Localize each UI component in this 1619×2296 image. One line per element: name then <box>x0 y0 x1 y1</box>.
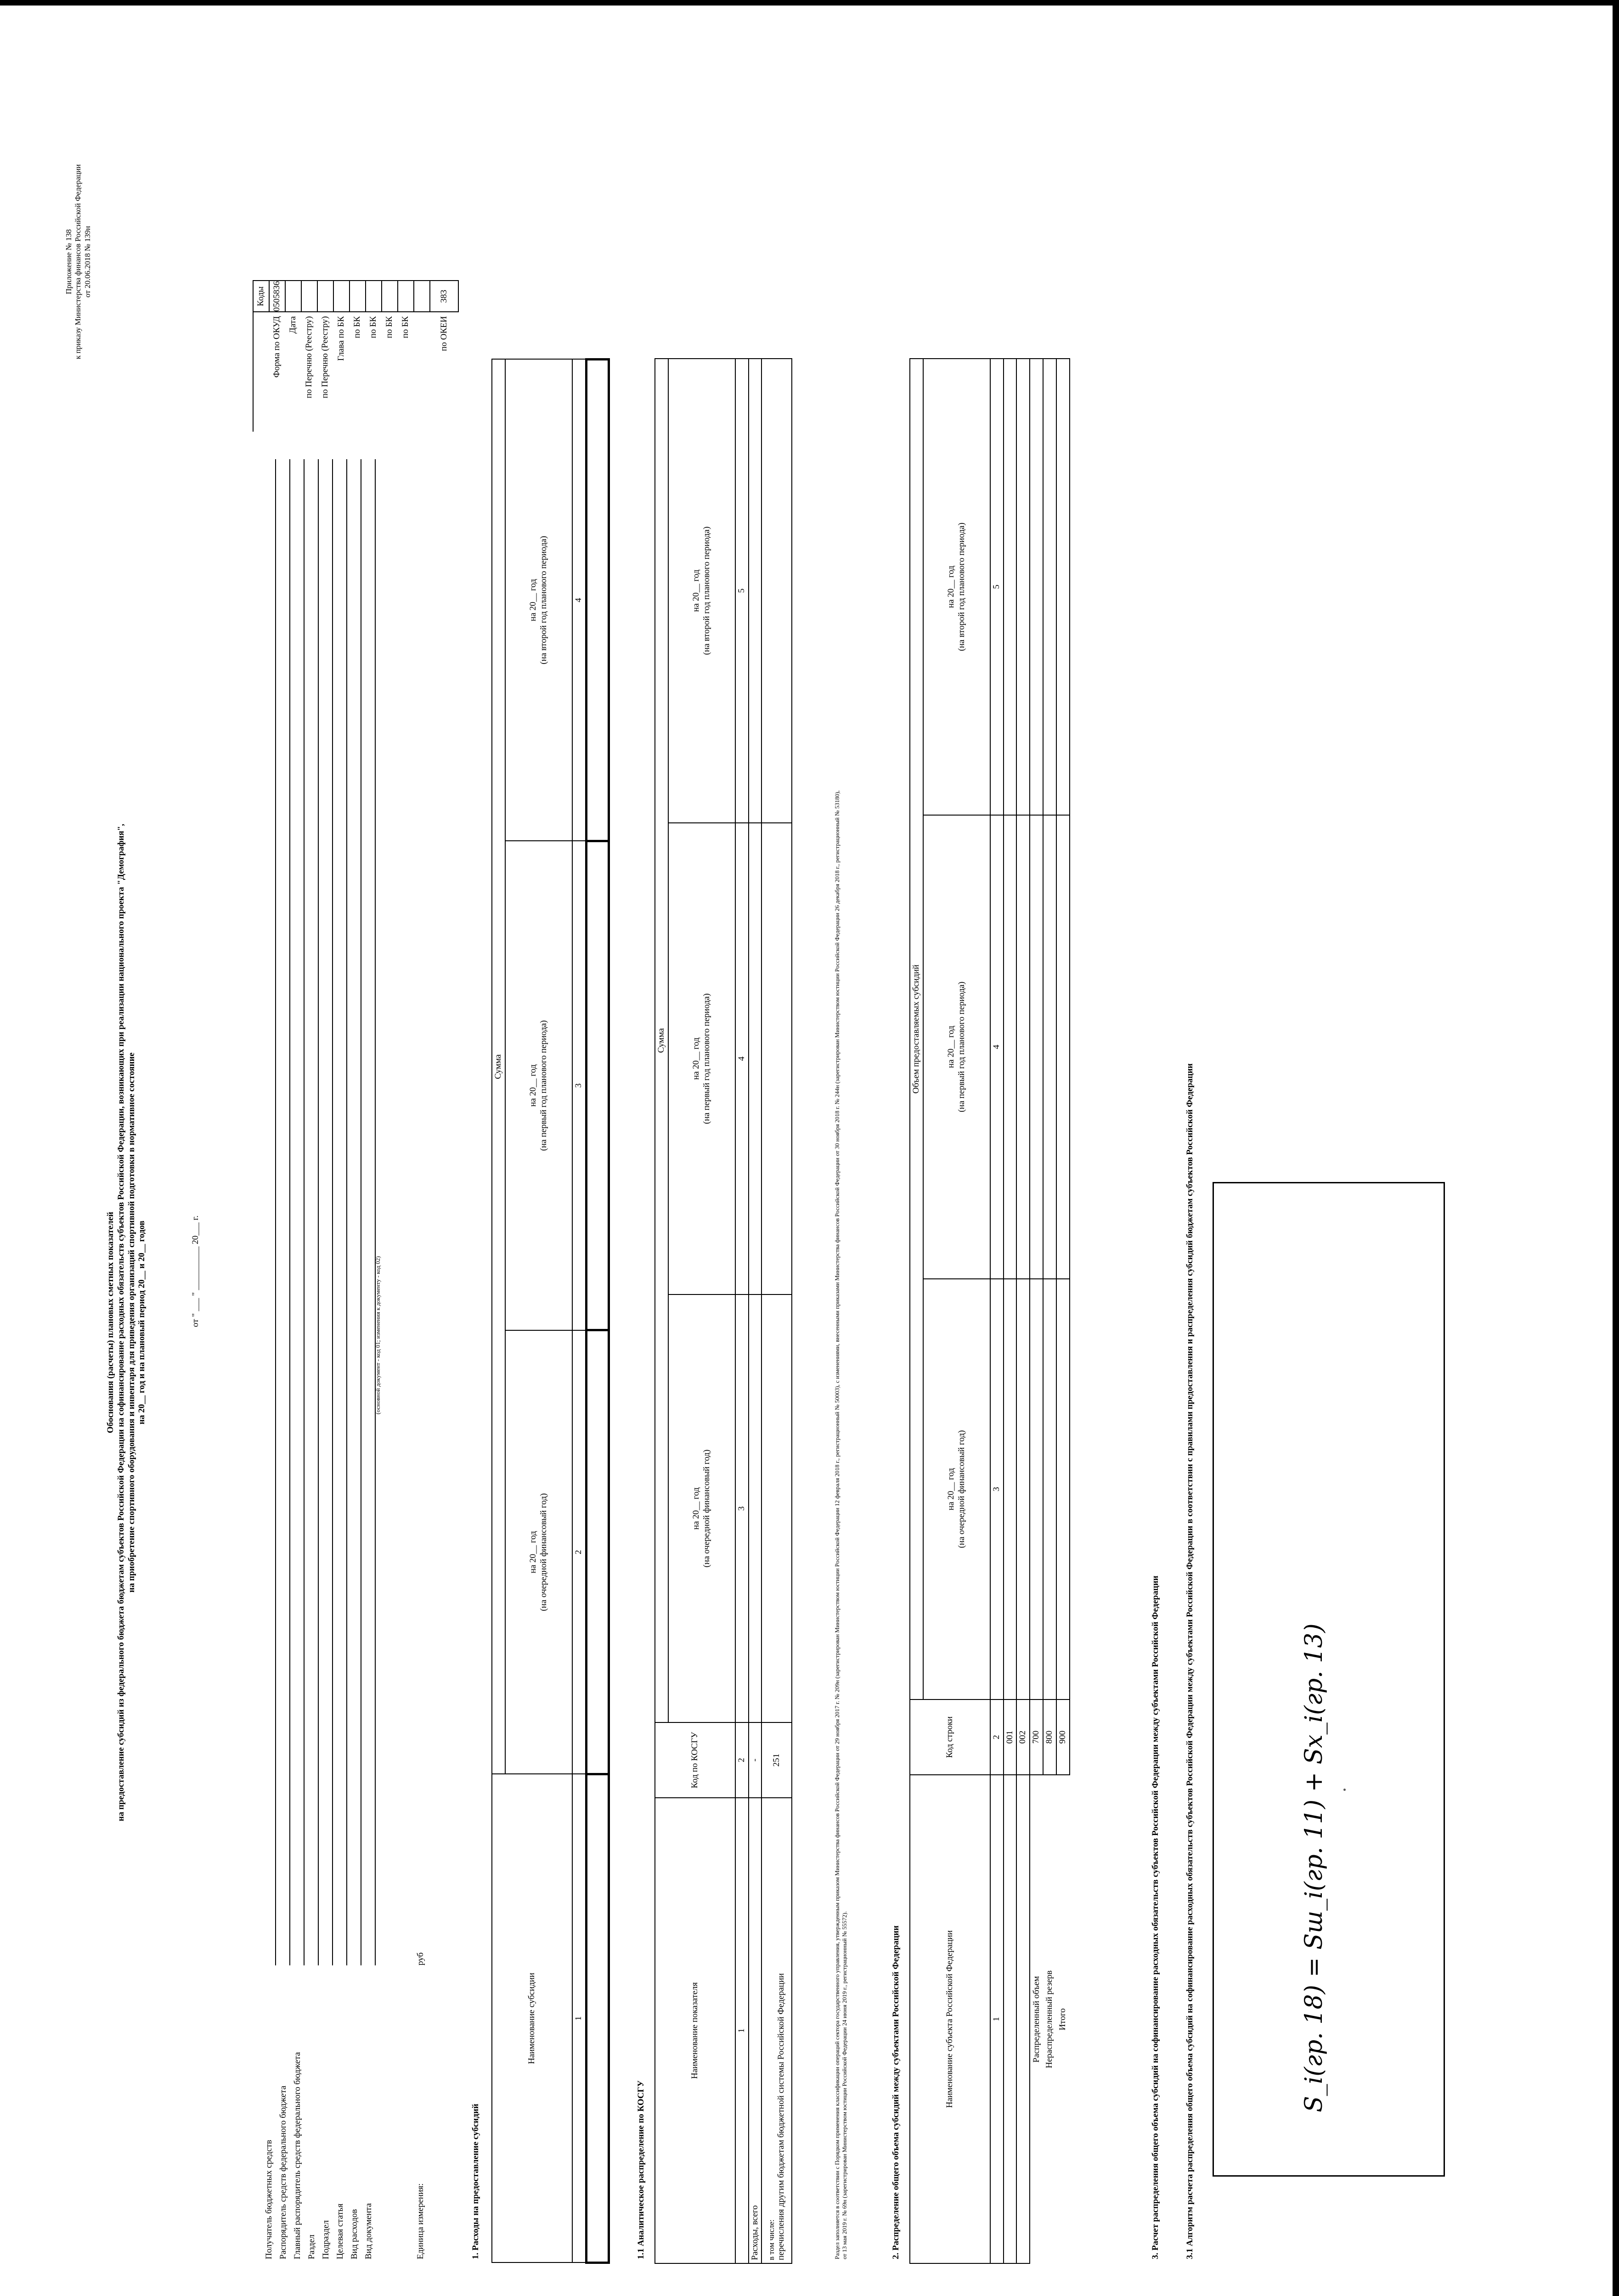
row-total-code: - <box>749 1722 762 1798</box>
kosgu-distribution-table <box>654 358 792 2264</box>
col-number: 1 <box>572 1774 586 2263</box>
codes-row-value: 0505836 <box>269 281 285 312</box>
col-subsidy-name: Наименование субсидии <box>492 1774 572 2263</box>
table-cell <box>749 1294 762 1722</box>
col-number: 4 <box>735 823 749 1294</box>
footnote-line-1: Раздел заполняется в соответствии с Порядком применения классификации операций сектора государственного управления, утвержденным приказом Министерства финансов Российской Федерации от 29 ноября 2017 г. № 209н (зарегистрирован Министерством юстиции Российской Федерации 12 февраля 2018 г., регистрационный № 50003), с изменениями, внесенными приказами Министерства финансов Российской Федерации от 30 ноября 2018 г. № 244н (зарегистрирован Министерством юстиции Российской Федерации 26 декабря 2018 г., регистрационный № 53180), <box>834 790 841 2259</box>
table-cell <box>1030 359 1043 815</box>
col-year-1: на 20__ год (на очередной финансовый год) <box>505 1330 572 1774</box>
title-line-1: Обоснования (расчеты) плановых сметных показателей <box>106 1211 115 1434</box>
table-cell <box>1016 815 1030 1279</box>
col-number: 3 <box>572 841 586 1330</box>
col-number: 2 <box>990 1699 1004 1775</box>
codes-row-label: Дата <box>288 316 298 334</box>
col-year-2: на 20__ год (на первый год планового периода) <box>923 815 990 1279</box>
appendix-date: от 20.06.2018 № 139н <box>83 226 92 298</box>
col-number: 1 <box>735 1798 749 2263</box>
col-year-2: на 20__ год (на первый год планового периода) <box>505 841 572 1330</box>
table-cell <box>586 1330 609 1774</box>
codes-row-value <box>398 281 414 312</box>
table-cell <box>1043 815 1056 1279</box>
subsidy-expenses-table <box>491 358 610 2264</box>
scan-top-border <box>0 0 1619 6</box>
col-number: 1 <box>990 1775 1004 2263</box>
table-cell <box>1056 815 1070 1279</box>
table-cell <box>1030 1279 1043 1699</box>
section3-heading: 3. Расчет распределения общего объема субсидий на софинансирование расходных обязательств субъектов Российской Федерации между субъектами Российской Федерации <box>1151 1576 1160 2259</box>
col-kosgu-code: Код по КОСГУ <box>655 1722 735 1798</box>
field-input-line[interactable] <box>275 459 276 1965</box>
col-sum-header: Сумма <box>492 360 505 1774</box>
field-label: Главный распорядитель средств федерального бюджета <box>293 2052 302 2259</box>
codes-row-value <box>366 281 382 312</box>
codes-header: Коды <box>253 281 269 312</box>
table-cell <box>749 359 762 823</box>
col-region-name: Наименование субъекта Российской Федерации <box>910 1775 990 2263</box>
row-code: 900 <box>1056 1699 1070 1775</box>
field-label: Распорядитель средств федерального бюджета <box>278 2086 288 2259</box>
field-label: Подраздел <box>321 2220 331 2259</box>
col-sum-header: Сумма <box>655 359 668 1722</box>
codes-row-value <box>317 281 333 312</box>
unit-value: руб <box>416 1952 425 1965</box>
appendix-number: Приложение № 138 <box>64 229 73 294</box>
subsidy-distribution-table <box>909 358 1070 2264</box>
title-line-2: на предоставление субсидий из федерального бюджета бюджетам субъектов Российской Федерации на софинансирование расходных обязательств субъектов Российской Федерации, возникающих при реализации национального проекта "Демография", <box>116 823 126 1822</box>
codes-row-label: по Перечню (Реестру) <box>320 316 330 399</box>
footnote <box>834 285 848 2259</box>
table-cell <box>1043 359 1056 815</box>
codes-row-value <box>301 281 317 312</box>
document-date-line: от " ___ " __________ 20___ г. <box>191 1216 200 1327</box>
field-label: Раздел <box>307 2234 316 2259</box>
field-input-line[interactable] <box>304 459 305 1965</box>
scan-right-border <box>1613 0 1619 2296</box>
codes-row-value: 383 <box>430 281 458 312</box>
allocation-formula: S_i(гр. 18) = Sш_i(гр. 11) + Sx_i(гр. 13) <box>1300 1623 1328 2112</box>
codes-row-label: по БК <box>384 316 395 338</box>
row-code: 002 <box>1016 1699 1030 1775</box>
col-number: 4 <box>990 815 1004 1279</box>
col-number: 5 <box>735 359 749 823</box>
table-cell <box>1004 1775 1017 2263</box>
row-distributed-label: Распределенный объем <box>1030 1775 1043 2263</box>
unit-label: Единица измерения: <box>416 2183 425 2259</box>
row-transfer-label: в том числе: перечисления другим бюджетам бюджетной системы Российской Федерации <box>762 1798 792 2263</box>
row-code: 001 <box>1004 1699 1017 1775</box>
col-number: 3 <box>735 1294 749 1722</box>
codes-row-value <box>414 281 430 312</box>
col-year-1: на 20__ год (на очередной финансовый год) <box>668 1294 735 1722</box>
codes-row-value <box>382 281 398 312</box>
col-year-3: на 20__ год (на второй год планового периода) <box>668 359 735 823</box>
codes-row-value <box>285 281 301 312</box>
table-cell <box>1056 359 1070 815</box>
col-number: 4 <box>572 360 586 841</box>
col-number: 2 <box>735 1722 749 1798</box>
field-label: Вид документа <box>364 2203 373 2259</box>
section11-heading: 1.1 Аналитическое распределение по КОСГУ <box>636 2080 646 2259</box>
table-cell <box>1004 815 1017 1279</box>
col-volume-header: Объем предоставляемых субсидий <box>910 359 923 1699</box>
table-cell <box>1030 815 1043 1279</box>
table-cell <box>762 359 792 823</box>
row-code: 700 <box>1030 1699 1043 1775</box>
field-label: Целевая статья <box>335 2203 345 2259</box>
table-cell <box>586 841 609 1330</box>
col-year-1: на 20__ год (на очередной финансовый год) <box>923 1279 990 1699</box>
col-year-3: на 20__ год (на второй год планового периода) <box>923 359 990 815</box>
appendix-order: к приказу Министерства финансов Российской Федерации <box>73 164 83 360</box>
codes-row-value <box>333 281 350 312</box>
row-total-label: Итого <box>1056 1775 1070 2263</box>
table-cell <box>1004 359 1017 815</box>
table-cell <box>586 1774 609 2263</box>
codes-table <box>253 280 459 432</box>
codes-row-label: Форма по ОКУД <box>272 316 282 378</box>
codes-row-label: по БК <box>368 316 378 338</box>
codes-row-label: по ОКЕИ <box>439 316 449 351</box>
col-number: 3 <box>990 1279 1004 1699</box>
codes-row-value <box>350 281 366 312</box>
table-cell <box>586 360 609 841</box>
codes-row-label: по БК <box>352 316 362 338</box>
row-code: 800 <box>1043 1699 1056 1775</box>
field-label: Вид расходов <box>350 2209 359 2259</box>
row-reserve-label: Нераспределенный резерв <box>1043 1775 1056 2263</box>
formula-box <box>1213 1182 1445 2177</box>
table-cell <box>1016 1775 1030 2263</box>
table-cell <box>1056 1279 1070 1699</box>
field-input-line[interactable] <box>346 459 347 1965</box>
field-input-line[interactable] <box>375 459 376 1965</box>
table-cell <box>1016 359 1030 815</box>
field-input-line[interactable] <box>332 459 333 1965</box>
col-number: 2 <box>572 1330 586 1774</box>
col-year-2: на 20__ год (на первый год планового периода) <box>668 823 735 1294</box>
appendix-note <box>64 101 92 422</box>
title-line-3: на приобретение спортивного оборудования и инвентаря для приведения организаций спортивной подготовки в нормативное состояние <box>126 1052 136 1593</box>
col-indicator-name: Наименование показателя <box>655 1798 735 2263</box>
footnote-line-2: от 13 мая 2019 г. № 69н (зарегистрирован Министерством юстиции Российской Федерации 24 июня 2019 г., регистрационный № 55572). <box>841 1911 848 2259</box>
document-title <box>106 542 147 2103</box>
row-transfer-code: 251 <box>762 1722 792 1798</box>
document-page <box>51 55 1571 2287</box>
title-line-4: на 20__ год и на плановый период 20__ и 20__ годов <box>137 1221 147 1424</box>
field-input-line[interactable] <box>289 459 290 1965</box>
field-input-line[interactable] <box>318 459 319 1965</box>
table-cell <box>749 823 762 1294</box>
table-cell <box>1004 1279 1017 1699</box>
col-year-3: на 20__ год (на второй год планового периода) <box>505 360 572 841</box>
codes-row-label: по БК <box>401 316 411 338</box>
codes-row-label: Глава по БК <box>336 316 346 361</box>
section1-heading: 1. Расходы на предоставление субсидий <box>471 2104 480 2259</box>
table-cell <box>762 823 792 1294</box>
document-type-hint: (основной документ - код 01; изменения к документу - код 02) <box>374 1256 381 1414</box>
table-cell <box>762 1294 792 1722</box>
table-cell <box>1016 1279 1030 1699</box>
codes-row-label <box>414 312 430 432</box>
codes-row-label: по Перечню (Реестру) <box>304 316 314 399</box>
field-label: Получатель бюджетных средств <box>264 2140 274 2259</box>
section31-heading: 3.1 Алгоритм расчета распределения общего объема субсидий на софинансирование расходных обязательств субъектов Российской Федерации между субъектами Российской Федерации в соответствии с правилами предоставления и распределения субсидий бюджетам субъектов Российской Федерации <box>1185 1063 1195 2259</box>
section2-heading: 2. Распределение общего объема субсидий между субъектами Российской Федерации <box>891 1925 901 2259</box>
table-cell <box>1043 1279 1056 1699</box>
col-number: 5 <box>990 359 1004 815</box>
col-row-code: Код строки <box>910 1699 990 1775</box>
row-total-label: Расходы, всего <box>749 1798 762 2263</box>
